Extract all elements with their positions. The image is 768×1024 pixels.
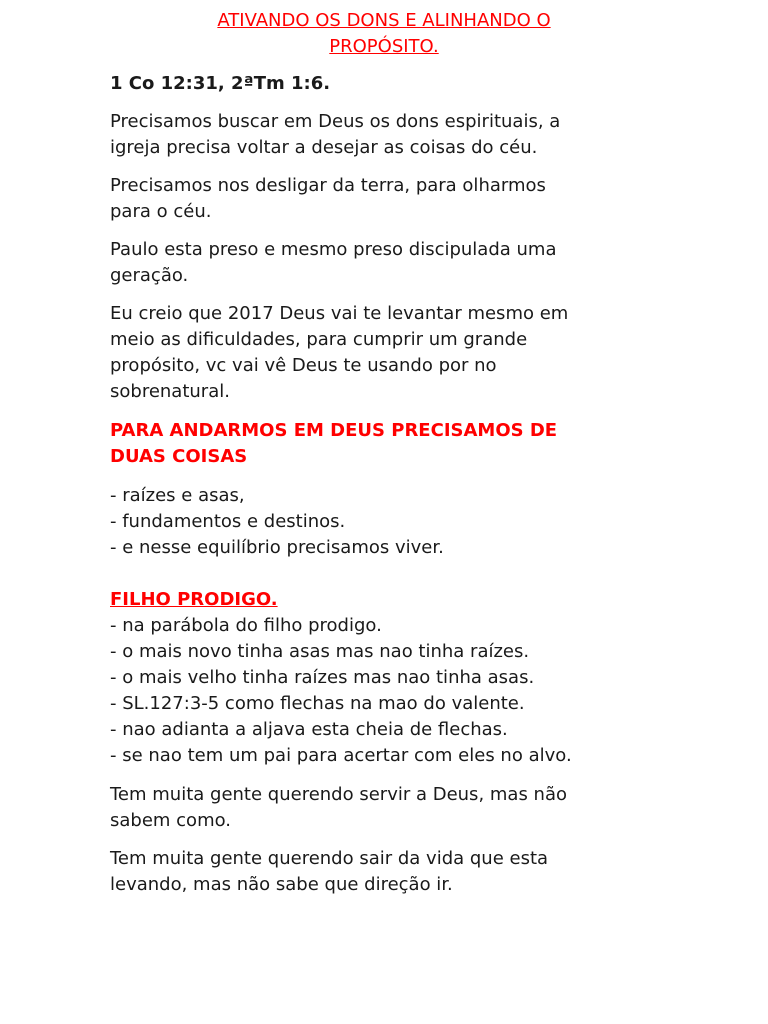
document-title: [110, 8, 658, 60]
closing-1-line-1: Tem muita gente querendo servir a Deus, mas não: [110, 784, 567, 805]
section-1-heading-line-2: DUAS COISAS: [110, 446, 248, 467]
section-2-item: - se nao tem um pai para acertar com eles no alvo.: [110, 745, 572, 766]
section-1-item: - raízes e asas,: [110, 485, 245, 506]
paragraph-3-line-1: Paulo esta preso e mesmo preso discipulada uma: [110, 239, 557, 260]
closing-1-line-2: sabem como.: [110, 810, 232, 831]
title-line-2: PROPÓSITO.: [329, 36, 439, 57]
closing-2-line-1: Tem muita gente querendo sair da vida que esta: [110, 848, 549, 869]
paragraph-2-line-1: Precisamos nos desligar da terra, para olharmos: [110, 175, 546, 196]
section-2-item: - na parábola do filho prodigo.: [110, 615, 382, 636]
section-1-item: - fundamentos e destinos.: [110, 511, 346, 532]
closing-2-line-2: levando, mas não sabe que direção ir.: [110, 874, 453, 895]
paragraph-1-line-1: Precisamos buscar em Deus os dons espirituais, a: [110, 111, 561, 132]
section-2-item: - o mais novo tinha asas mas nao tinha raízes.: [110, 641, 530, 662]
section-2-item: - SL.127:3-5 como flechas na mao do valente.: [110, 693, 525, 714]
section-1-item: - e nesse equilíbrio precisamos viver.: [110, 537, 444, 558]
paragraph-2-line-2: para o céu.: [110, 201, 212, 222]
paragraph-4-line-3: propósito, vc vai vê Deus te usando por no: [110, 355, 497, 376]
section-2-heading: FILHO PRODIGO.: [110, 589, 278, 610]
title-line-1: ATIVANDO OS DONS E ALINHANDO O: [217, 10, 551, 31]
paragraph-1-line-2: igreja precisa voltar a desejar as coisas do céu.: [110, 137, 538, 158]
paragraph-4-line-1: Eu creio que 2017 Deus vai te levantar mesmo em: [110, 303, 569, 324]
paragraph-4-line-2: meio as dificuldades, para cumprir um grande: [110, 329, 528, 350]
section-2-item: - nao adianta a aljava esta cheia de flechas.: [110, 719, 508, 740]
section-1-heading-line-1: PARA ANDARMOS EM DEUS PRECISAMOS DE: [110, 420, 558, 441]
paragraph-4-line-4: sobrenatural.: [110, 381, 230, 402]
section-2-item: - o mais velho tinha raízes mas nao tinha asas.: [110, 667, 535, 688]
paragraph-3-line-2: geração.: [110, 265, 189, 286]
scripture-reference: 1 Co 12:31, 2ªTm 1:6.: [110, 73, 331, 94]
